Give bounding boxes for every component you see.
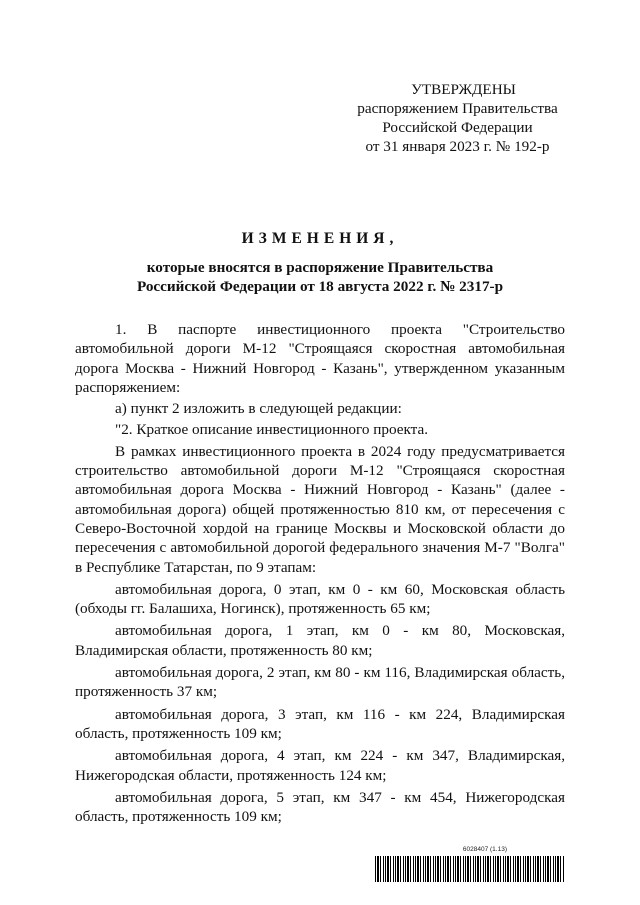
approval-line-4: от 31 января 2023 г. № 192-р <box>365 138 550 155</box>
stage-item: автомобильная дорога, 3 этап, км 116 - км 224, Владимирская область, протяженность 109 км; <box>75 705 565 742</box>
stage-item: автомобильная дорога, 1 этап, км 0 - км 80, Московская, Владимирская области, протяженность 80 км; <box>75 622 565 659</box>
document-body <box>75 320 565 826</box>
paragraph-4: В рамках инвестиционного проекта в 2024 году предусматривается строительство автомобильной дороги М-12 "Строящаяся скоростная автомобильная дорога Москва - Нижний Новгород - Казань" (далее - автомобильная дорога) общей протяженностью 810 км, от пересечения с Северо-Восточной хордой на границе Москвы и Московской области до пересечения с автомобильной дорогой федерального значения М-7 "Волга" в Республике Татарстан, по 9 этапам: <box>75 442 565 576</box>
stage-item: автомобильная дорога, 0 этап, км 0 - км 60, Московская область (обходы гг. Балашиха, Ногинск), протяженность 65 км; <box>75 580 565 618</box>
stage-item: автомобильная дорога, 4 этап, км 224 - км 347, Владимирская, Нижегородская области, протяженность 124 км; <box>75 747 565 784</box>
approval-line-3: Российской Федерации <box>382 119 533 136</box>
barcode-number: 6028407 (1.13) <box>462 846 507 853</box>
paragraph-3: "2. Краткое описание инвестиционного проекта. <box>115 421 429 439</box>
paragraph-2: а) пункт 2 изложить в следующей редакции: <box>115 400 402 418</box>
stage-item: автомобильная дорога, 5 этап, км 347 - км 454, Нижегородская область, протяженность 109 км; <box>75 788 565 826</box>
barcode-icon <box>375 856 565 882</box>
approval-heading: УТВЕРЖДЕНЫ <box>411 81 516 98</box>
approval-stamp <box>340 80 575 156</box>
paragraph-1: 1. В паспорте инвестиционного проекта "Строительство автомобильной дороги М-12 "Строящаяся скоростная автомобильная дорога Москва - Нижний Новгород - Казань", утвержденном указанным распоряжением: <box>75 321 565 396</box>
document-title: ИЗМЕНЕНИЯ, <box>241 230 399 247</box>
document-subtitle <box>60 258 580 296</box>
subtitle-line-1: которые вносятся в распоряжение Правительства <box>146 259 494 276</box>
barcode-block <box>375 846 565 882</box>
approval-line-2: распоряжением Правительства <box>357 100 558 117</box>
stage-item: автомобильная дорога, 2 этап, км 80 - км 116, Владимирская область, протяженность 37 км; <box>75 664 565 701</box>
subtitle-line-2: Российской Федерации от 18 августа 2022 г. № 2317-р <box>136 278 504 295</box>
